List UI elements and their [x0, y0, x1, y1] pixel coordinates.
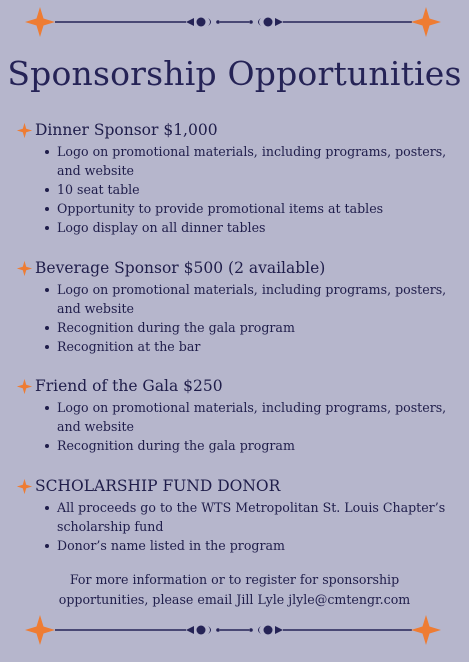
list-item: All proceeds go to the WTS Metropolitan St. Louis Chapter’s scholarship fund [44, 498, 456, 536]
list-item: Donor’s name listed in the program [44, 536, 456, 555]
center-flourish-icon [186, 18, 283, 27]
four-point-star-icon [16, 378, 33, 395]
contact-line: For more information or to register for sponsorship [69, 572, 400, 587]
top-ornamental-divider [0, 3, 469, 43]
list-item: Logo on promotional materials, including programs, posters, and website [44, 398, 456, 436]
list-item: Recognition during the gala program [44, 436, 456, 455]
contact-line: opportunities, please email Jill Lyle jlyle@cmtengr.com [58, 592, 411, 607]
section-friend-of-the-gala [16, 375, 456, 455]
list-item: Logo on promotional materials, including programs, posters, and website [44, 142, 456, 180]
section-heading: SCHOLARSHIP FUND DONOR [35, 477, 281, 495]
section-beverage-sponsor [16, 257, 456, 356]
bullet-list [16, 498, 456, 555]
star-icon [411, 7, 441, 37]
four-point-star-icon [16, 478, 33, 495]
list-item: Recognition at the bar [44, 337, 456, 356]
page-title: Sponsorship Opportunities [7, 54, 462, 93]
list-item: Opportunity to provide promotional items at tables [44, 199, 456, 218]
center-flourish-icon [186, 626, 283, 635]
section-heading: Beverage Sponsor $500 (2 available) [35, 259, 326, 277]
four-point-star-icon [16, 122, 33, 139]
bottom-ornamental-divider [0, 611, 469, 651]
star-icon [411, 615, 441, 645]
list-item: 10 seat table [44, 180, 456, 199]
list-item: Logo display on all dinner tables [44, 218, 456, 237]
four-point-star-icon [16, 260, 33, 277]
contact-info [40, 570, 429, 610]
list-item: Logo on promotional materials, including programs, posters, and website [44, 280, 456, 318]
section-dinner-sponsor [16, 119, 456, 237]
bullet-list [16, 142, 456, 237]
section-scholarship-fund-donor [16, 475, 456, 555]
bullet-list [16, 280, 456, 356]
section-heading: Dinner Sponsor $1,000 [35, 121, 218, 139]
star-icon [25, 615, 55, 645]
section-heading: Friend of the Gala $250 [35, 377, 223, 395]
bullet-list [16, 398, 456, 455]
list-item: Recognition during the gala program [44, 318, 456, 337]
star-icon [25, 7, 55, 37]
